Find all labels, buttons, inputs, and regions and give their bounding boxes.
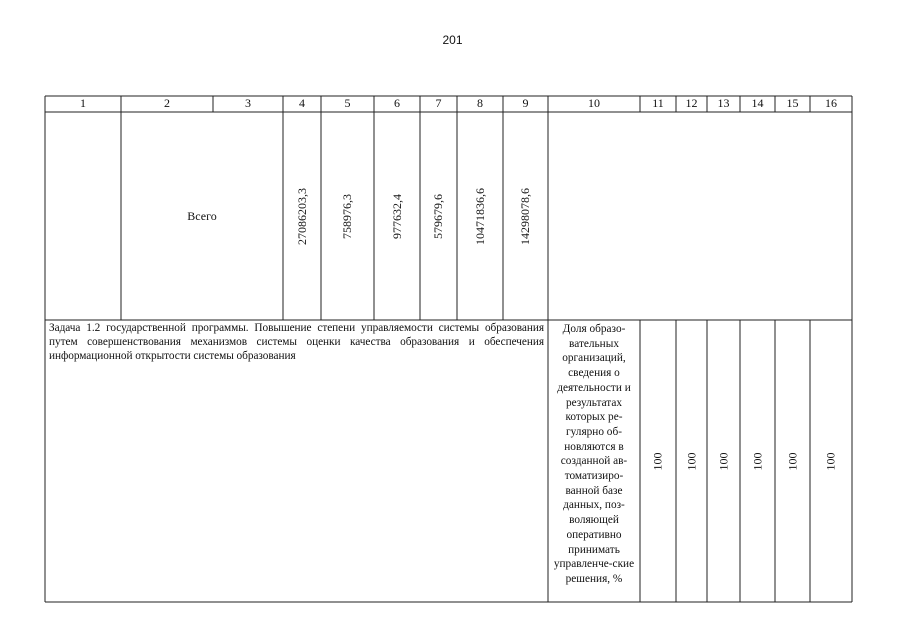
header-col-12: 12 (685, 96, 698, 110)
header-col-5: 5 (344, 96, 351, 110)
indicator-value-col-16 (810, 320, 852, 602)
header-col-1: 1 (80, 96, 86, 110)
total-value-text: 27086203,3 (294, 187, 309, 245)
header-col-9: 9 (522, 96, 529, 110)
header-col-6: 6 (394, 96, 400, 110)
total-value-col-8 (457, 112, 503, 320)
indicator-value-text: 100 (823, 452, 838, 470)
indicator-description: Доля образо-вательных организаций, сведения о деятельности и результатах которых ре-гулярно об-новляются в созданной ав-томатизиро-ванной базе данных, поз-воляющей оперативно принимать управленче-ские решения, % (553, 323, 635, 585)
task-description: Задача 1.2 государственной программы. Повышение степени управляемости системы образования путем совершенствования механизмов системы оценки качества образования и обеспечения информационной открытости системы образования (49, 322, 544, 362)
indicator-value-col-12 (676, 320, 707, 602)
total-value-col-4 (283, 112, 321, 320)
page-number: 201 (442, 33, 463, 47)
indicator-value-text: 100 (716, 452, 730, 470)
indicator-value-text: 100 (750, 452, 764, 470)
total-value-col-6 (374, 112, 420, 320)
total-value-text: 758976,3 (340, 193, 354, 239)
total-label (121, 112, 283, 320)
indicator-value-col-15 (775, 320, 810, 602)
indicator-value-text: 100 (684, 452, 698, 470)
indicator-value-text: 100 (650, 452, 665, 470)
total-value-text: 10471836,6 (472, 187, 487, 245)
total-label-text: Всего (187, 208, 217, 223)
header-col-16: 16 (825, 96, 837, 110)
total-value-text: 14298078,6 (518, 187, 532, 245)
header-col-8: 8 (477, 96, 483, 110)
header-col-2: 2 (164, 96, 170, 110)
total-value-col-7 (420, 112, 457, 320)
indicator-value-col-11 (640, 320, 676, 602)
header-col-10: 10 (588, 96, 600, 110)
header-col-13: 13 (717, 96, 730, 110)
header-col-14: 14 (751, 96, 764, 110)
total-value-col-9 (503, 112, 548, 320)
header-col-7: 7 (435, 96, 442, 110)
indicator-value-col-13 (707, 320, 740, 602)
total-value-text: 579679,6 (431, 193, 445, 239)
total-value-col-5 (321, 112, 374, 320)
indicator-value-col-14 (740, 320, 775, 602)
header-col-15: 15 (786, 96, 799, 110)
indicator-value-text: 100 (785, 452, 799, 470)
total-value-text: 977632,4 (389, 193, 404, 239)
header-col-11: 11 (652, 96, 664, 110)
header-col-3: 3 (245, 96, 251, 110)
header-col-4: 4 (299, 96, 305, 110)
